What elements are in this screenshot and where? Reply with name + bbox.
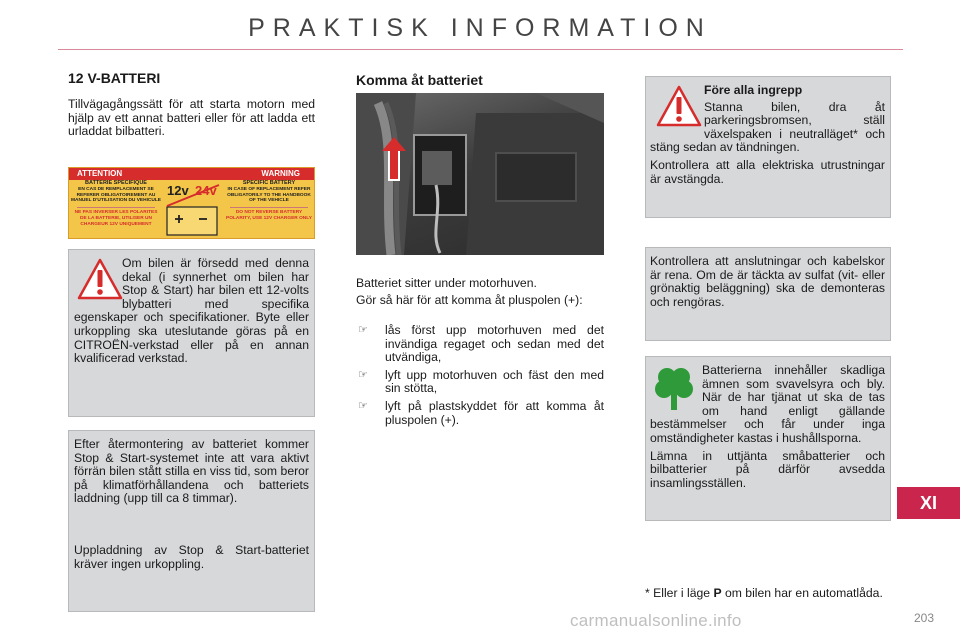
decal-warning-label: WARNING	[261, 169, 300, 178]
decal-warning-box	[68, 249, 315, 417]
section-heading-access: Komma åt batteriet	[356, 72, 483, 88]
decal-fr-warning: NE PAS INVERSER LES POLARITES DE LA BATTERIE, UTILISER UN CHARGEUR 12V UNIQUEMENT	[74, 210, 158, 227]
access-step-3: lyft på plastskyddet för att komma åt pluspolen (+).	[385, 398, 604, 427]
page-number: 203	[914, 611, 935, 625]
decal-battery-graphic	[165, 181, 221, 239]
before-intervention-p2: Kontrollera att alla elektriska utrustningar är avstängda.	[650, 157, 885, 186]
list-item	[356, 400, 604, 427]
warning-triangle-icon	[77, 258, 123, 300]
access-steps-list	[356, 324, 604, 431]
chapter-tab: XI	[897, 487, 960, 519]
environment-box	[645, 356, 891, 521]
footnote-star: *	[645, 586, 650, 600]
decal-24v: 24v	[195, 183, 217, 198]
section-heading-battery: 12 V-BATTERI	[68, 70, 161, 86]
decal-en-text: IN CASE OF REPLACEMENT REFER OBLIGATORILY TO THE HANDBOOK OF THE VEHICLE	[227, 186, 311, 204]
decal-english-column	[224, 181, 314, 222]
decal-header	[69, 168, 314, 180]
battery-decal	[68, 167, 315, 239]
decal-12v: 12v	[167, 183, 189, 198]
decal-en-warning: DO NOT REVERSE BATTERY POLARITY, USE 12V CHARGER ONLY	[226, 210, 312, 221]
restart-info-p1: Efter återmontering av batteriet kommer Stop & Start-systemet inte att vara aktivt förrän bilen stått stilla en viss tid, som beror på klimatförhållandena och batteriets laddning (upp till ca 8 timmar).	[74, 437, 309, 506]
pointing-hand-icon: ☞	[358, 368, 368, 381]
title-divider	[58, 49, 903, 50]
footnote	[645, 587, 891, 601]
watermark: carmanualsonline.info	[570, 611, 742, 630]
restart-info-p2: Uppladdning av Stop & Start-batteriet kräver ingen urkoppling.	[74, 542, 309, 571]
pointing-hand-icon: ☞	[358, 324, 368, 336]
restart-info-box	[68, 430, 315, 612]
decal-attention-label: ATTENTION	[77, 169, 123, 178]
check-connections-box	[645, 247, 891, 341]
before-intervention-box	[645, 76, 891, 218]
page-title: PRAKTISK INFORMATION	[248, 14, 712, 42]
access-step-1: lås först upp motorhuven med det invändiga regaget och sedan med det utvändiga,	[385, 323, 604, 365]
decal-fr-title: BATTERIE SPECIFIQUE	[85, 180, 147, 186]
environment-p1: Batterierna innehåller skadliga ämnen som svavelsyra och bly. När de har tjänat ut ska de tas om hand enligt gällande bestämmelser och får under inga omständigheter kastas i hushållsporna.	[650, 363, 885, 445]
access-step-2: lyft upp motorhuven och fäst den med sin stötta,	[385, 367, 604, 396]
footnote-gear-p: P	[713, 586, 722, 600]
tree-icon	[654, 365, 694, 411]
decal-en-title: SPECIFIC BATTERY	[242, 180, 296, 186]
decal-french-column	[71, 181, 161, 228]
footnote-post: om bilen har en automatlåda.	[724, 586, 883, 600]
pointing-hand-icon: ☞	[358, 399, 368, 412]
decal-warning-text: Om bilen är försedd med denna dekal (i synnerhet om bilen har Stop & Start) har bilen ett 12-volts blybatteri med specifika egenskaper och specifikationer. Byte eller urkoppling ska uteslutande göras på en CITROËN-verkstad eller på en annan kvalificerad verkstad.	[74, 256, 309, 366]
environment-p2: Lämna in uttjänta småbatterier och bilbatterier på därför avsedda insamlingsställen.	[650, 448, 885, 490]
list-item	[356, 369, 604, 396]
list-item	[356, 324, 604, 365]
before-intervention-title: Före alla ingrepp	[704, 83, 803, 97]
footnote-pre: Eller i läge	[653, 586, 711, 600]
check-connections-text: Kontrollera att anslutningar och kabelskor är rena. Om de är täckta av sulfat (vit- eller grönaktig beläggning) ska de demonteras och rengöras.	[650, 254, 885, 309]
access-p2: Gör så här för att komma åt pluspolen (+):	[356, 293, 583, 307]
access-p1: Batteriet sitter under motorhuven.	[356, 276, 537, 290]
warning-triangle-icon	[656, 85, 702, 127]
decal-fr-text: EN CAS DE REMPLACEMENT SE REFERER OBLIGATOIREMENT AU MANUEL D'UTILISATION DU VEHICULE	[71, 186, 161, 204]
engine-bay-photo	[356, 93, 604, 255]
intro-text: Tillvägagångssätt för att starta motorn med hjälp av ett annat batteri eller för att ladda ett urladdat bilbatteri.	[68, 97, 315, 139]
before-intervention-p1: Stanna bilen, dra åt parkeringsbromsen, ställ växelspaken i neutralläget* och stäng sedan av tändningen.	[650, 99, 885, 155]
